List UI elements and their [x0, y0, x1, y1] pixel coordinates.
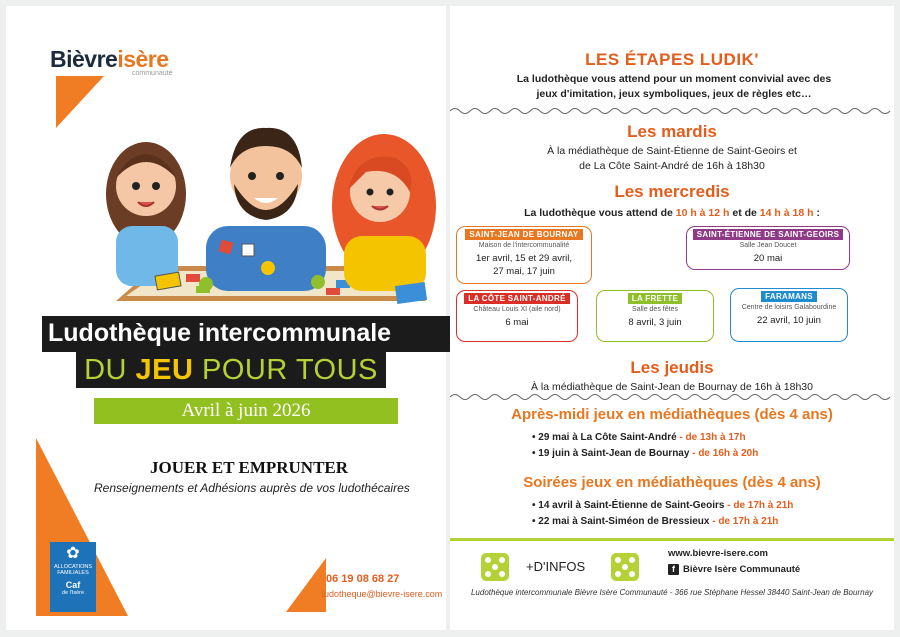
location-name: LA FRETTE [628, 293, 682, 304]
caf-line2: FAMILIALES [57, 570, 89, 577]
dice-icon-left [480, 552, 510, 582]
intro-text [474, 72, 874, 101]
logo-accent-text: isère [117, 46, 169, 72]
subtitle-pre: DU [84, 354, 136, 386]
main-title: Ludothèque intercommunale [42, 316, 452, 352]
intro-line-2: jeux d'imitation, jeux symboliques, jeux de règles etc… [536, 87, 812, 100]
mercredis-mid: et de [729, 207, 760, 219]
location-name: LA CÔTE SAINT-ANDRÉ [464, 293, 569, 304]
facebook-icon: f [668, 564, 679, 575]
caf-region: de l'Isère [61, 589, 85, 596]
dates-banner: Avril à juin 2026 [94, 398, 398, 424]
event-time: - de 17h à 21h [709, 516, 779, 527]
event-time: - de 17h à 21h [724, 500, 794, 511]
location-venue: Salle des fêtes [632, 306, 678, 314]
location-box-saint-jean [456, 226, 592, 284]
event-time: - de 16h à 20h [689, 448, 759, 459]
subtitle-bold: JEU [135, 354, 194, 386]
girl-character [106, 142, 186, 286]
caf-line1: ALLOCATIONS [53, 564, 93, 570]
info-text: Renseignements et Adhésions auprès de vos ludothécaires [94, 481, 410, 495]
location-venue: Salle Jean Doucet [739, 242, 797, 250]
location-dates: 6 mai [505, 317, 529, 329]
mardis-title: Les mardis [627, 122, 717, 141]
apres-midi-title: Après-midi jeux en médiathèques (dès 4 ans) [511, 406, 833, 423]
soirees-item [532, 500, 793, 511]
apres-midi-item [532, 448, 758, 459]
green-pawn-2 [311, 275, 325, 289]
event-text: • 14 avril à Saint-Étienne de Saint-Geoirs [532, 500, 725, 511]
etapes-title: LES ÉTAPES LUDIK' [585, 50, 759, 69]
right-page [450, 6, 894, 630]
location-dates-2: 27 mai, 17 juin [493, 265, 555, 277]
mercredis-time-2: 14 h à 18 h [759, 207, 814, 219]
yellow-pawn [261, 261, 275, 275]
mardis-line-1: À la médiathèque de Saint-Étienne de Saint-Geoirs et [547, 145, 797, 157]
location-name: FARAMANS [761, 291, 817, 302]
left-page [6, 6, 446, 630]
location-box-la-frette [596, 290, 714, 342]
mercredis-text [450, 206, 894, 221]
family-board-game-illustration [96, 106, 446, 316]
website-link[interactable]: www.bievre-isere.com [668, 548, 768, 559]
caf-emblem-icon: ✿ [66, 545, 80, 562]
wave-divider-2 [450, 392, 894, 402]
intro-line-1: La ludothèque vous attend pour un moment convivial avec des [516, 73, 832, 85]
event-text: • 29 mai à La Côte Saint-André [532, 432, 677, 443]
caf-name: Caf [65, 579, 81, 590]
mercredis-title: Les mercredis [614, 182, 730, 201]
facebook-link[interactable] [668, 564, 800, 575]
logo-main-text: Bièvre [50, 46, 118, 72]
jeu-pour-tous-banner [76, 352, 386, 388]
location-dates: 20 mai [753, 253, 783, 265]
location-box-la-cote [456, 290, 578, 342]
dice-icon-right [610, 552, 640, 582]
event-text: • 19 juin à Saint-Jean de Bournay [532, 448, 690, 459]
mardis-line-2: de La Côte Saint-André de 16h à 18h30 [579, 160, 765, 173]
location-name: SAINT-JEAN DE BOURNAY [465, 229, 582, 240]
logo-subtitle: communauté [132, 70, 173, 77]
bievre-isere-logo [50, 46, 169, 73]
mercredis-pre: La ludothèque vous attend de [524, 207, 676, 219]
location-dates: 22 avril, 10 juin [757, 315, 821, 327]
location-venue: Maison de l'intercommunalité [478, 242, 570, 250]
location-venue: Centre de loisirs Galabourdine [741, 304, 837, 312]
woman-character [332, 134, 436, 291]
apres-midi-item [532, 432, 746, 443]
phone-number[interactable]: 06 19 08 68 27 [326, 573, 400, 585]
mercredis-post: : [813, 207, 820, 219]
mardis-text [450, 144, 894, 174]
facebook-label: Bièvre Isère Communauté [683, 564, 801, 575]
headline: JOUER ET EMPRUNTER [150, 458, 349, 477]
caf-logo [50, 542, 96, 612]
location-name: SAINT-ÉTIENNE DE SAINT-GEOIRS [693, 229, 844, 240]
location-box-saint-etienne [686, 226, 850, 270]
subtitle-post: POUR TOUS [193, 354, 378, 386]
event-time: - de 13h à 17h [676, 432, 746, 443]
plus-infos-label: +D'INFOS [526, 559, 586, 574]
mercredis-time-1: 10 h à 12 h [675, 207, 730, 219]
jeudis-text: À la médiathèque de Saint-Jean de Bournay de 16h à 18h30 [531, 381, 813, 393]
orange-triangle-bottom [286, 558, 326, 612]
green-divider [450, 538, 894, 541]
soirees-title: Soirées jeux en médiathèques (dès 4 ans) [523, 474, 821, 491]
green-pawn [199, 277, 213, 291]
footer-address: Ludothèque intercommunale Bièvre Isère Communauté - 366 rue Stéphane Hessel 38440 Saint-Jean de Bournay [470, 588, 874, 597]
location-dates: 1er avril, 15 et 29 avril, [475, 253, 573, 265]
wave-divider [450, 106, 894, 116]
soirees-item [532, 516, 778, 527]
jeudis-title: Les jeudis [630, 358, 714, 377]
location-dates: 8 avril, 3 juin [628, 317, 682, 329]
location-box-faramans [730, 288, 848, 342]
white-die [242, 244, 254, 256]
email-link[interactable]: ludotheque@bievre-isere.com [322, 589, 443, 599]
event-text: • 22 mai à Saint-Siméon de Bressieux [532, 516, 710, 527]
location-venue: Château Louis XI (aile nord) [473, 306, 561, 314]
